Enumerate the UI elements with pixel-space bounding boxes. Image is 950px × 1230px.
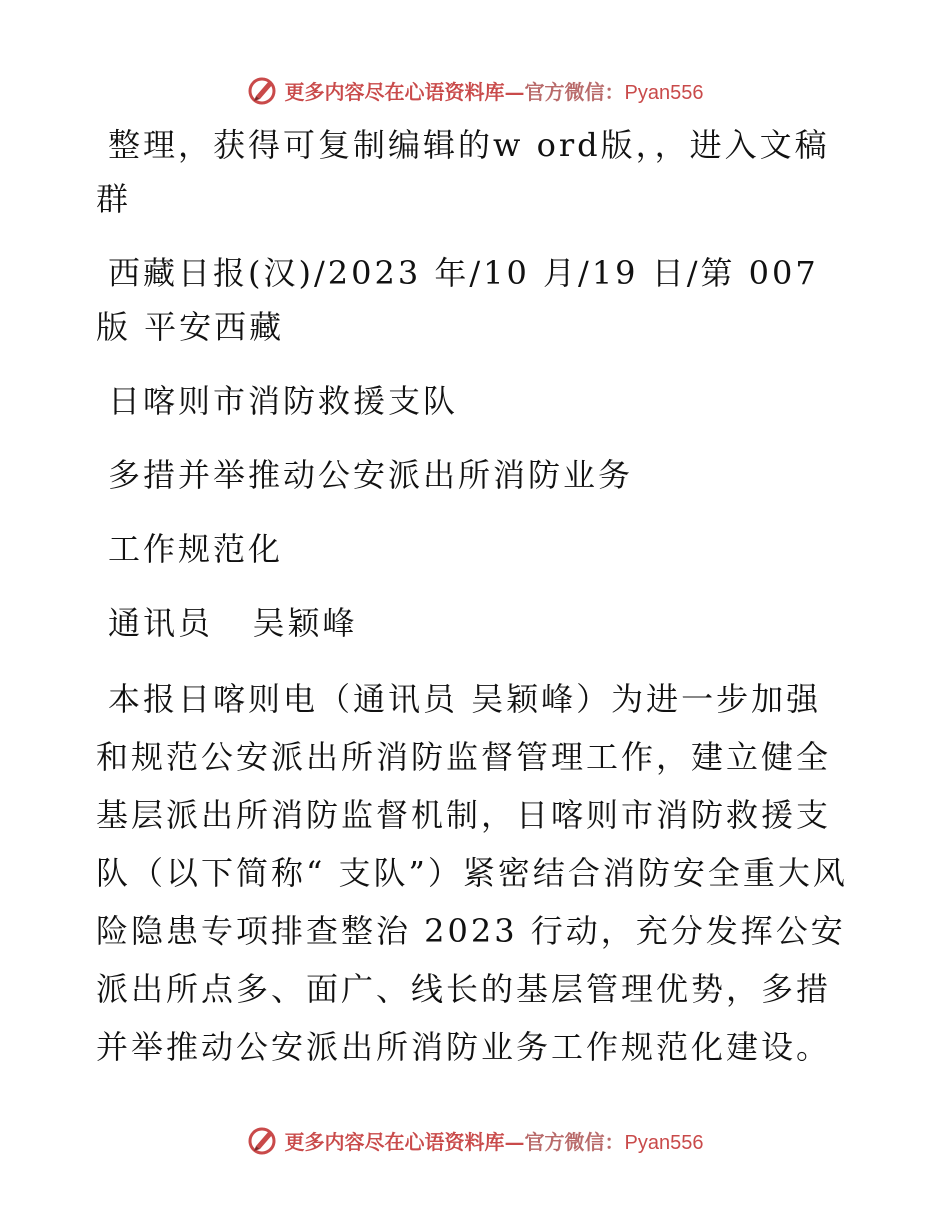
document-body [96,118,856,1096]
unit-name: 日喀则市消防救援支队 [108,382,459,420]
intro-text: 整理，获得可复制编辑的w ord版，，进入文稿群 [96,126,830,218]
pen-logo-icon [247,1124,279,1156]
watermark-content [247,1124,704,1156]
byline: 通讯员 吴颖峰 [108,604,358,642]
body-paragraph: 本报日喀则电（通讯员 吴颖峰）为进一步加强和规范公安派出所消防监督管理工作，建立健全基层派出所消防监督机制，日喀则市消防救援支队（以下简称“ 支队”）紧密结合消防安全重大风险隐患专项排查整治 2023 行动，充分发挥公安派出所点多、面广、线长的基层管理优势，多措并举推动公安派出所消防业务工作规范化建设。 [96,680,848,1066]
headline-line-1: 多措并举推动公安派出所消防业务 [108,456,634,494]
watermark-wechat-label: 官方微信： [524,1129,625,1154]
pen-logo-icon [247,74,279,106]
watermark-handle: Pyan556 [624,1131,704,1154]
source-line: 西藏日报(汉)/2023 年/10 月/19 日/第 007 版 平安西藏 [96,254,819,346]
watermark-separator: — [504,1129,525,1154]
watermark-content [247,74,704,106]
watermark-separator: — [504,79,525,104]
watermark-handle: Pyan556 [624,81,704,104]
watermark-text [285,76,704,105]
watermark-banner-top [0,70,950,110]
watermark-text [285,1126,704,1155]
watermark-site-text: 更多内容尽在心语资料库 [284,79,505,104]
watermark-site-text: 更多内容尽在心语资料库 [284,1129,505,1154]
watermark-banner-bottom [0,1120,950,1160]
watermark-wechat-label: 官方微信： [524,79,625,104]
headline-line-2: 工作规范化 [108,530,284,568]
